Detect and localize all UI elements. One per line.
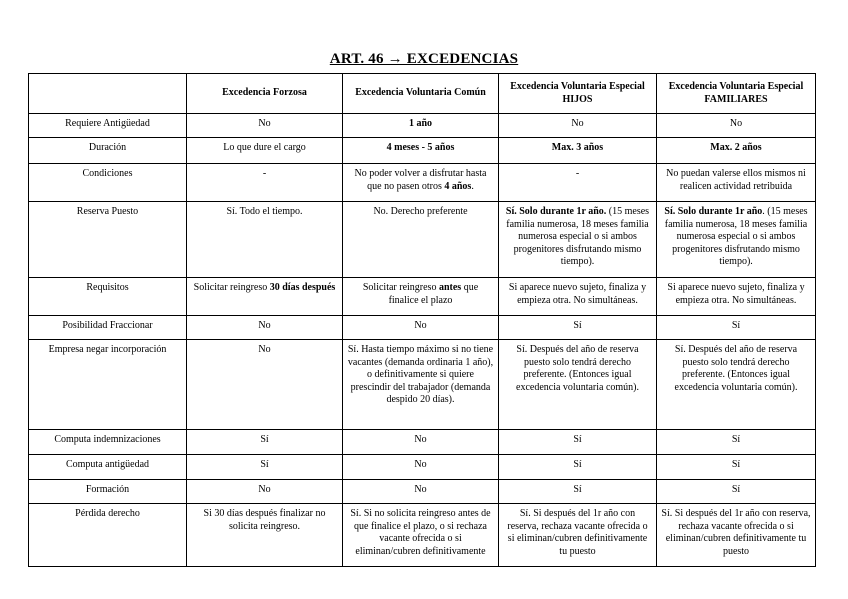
cell-text: Sí. Solo durante 1r año (664, 206, 763, 217)
cell-voluntaria-comun (343, 430, 499, 455)
cell-especial-familiares (657, 480, 816, 504)
cell-text: . (471, 180, 474, 192)
cell-text: Lo que dure el cargo (223, 142, 306, 153)
cell-text: - (262, 168, 267, 179)
cell-especial-familiares (657, 202, 816, 278)
table-row (29, 278, 816, 316)
cell-text: antes (438, 282, 462, 293)
excedencias-table (28, 73, 816, 567)
header-cell-empty (29, 74, 187, 114)
table-row (29, 504, 816, 567)
cell-text: No (258, 344, 271, 355)
cell-text: No (414, 320, 427, 331)
cell-forzosa (187, 138, 343, 164)
cell-text: Sí (573, 434, 582, 445)
cell-text: No (571, 118, 584, 129)
cell-forzosa (187, 164, 343, 202)
header-row (29, 74, 816, 114)
cell-voluntaria-comun (343, 504, 499, 567)
cell-especial-hijos (499, 340, 657, 430)
table-row (29, 455, 816, 480)
cell-text: Si aparece nuevo sujeto, finaliza y empieza otra. No simultáneas. (508, 282, 647, 306)
cell-forzosa (187, 455, 343, 480)
cell-especial-familiares (657, 138, 816, 164)
cell-text: Si aparece nuevo sujeto, finaliza y empieza otra. No simultáneas. (667, 282, 805, 306)
cell-text: Sí (731, 459, 741, 470)
cell-text: Sí (573, 320, 582, 331)
cell-text: No puedan valerse ellos mismos ni realicen actividad retribuida (666, 168, 806, 192)
cell-text: Sí. Si no solicita reingreso antes de que finalice el plazo, o si rechaza vacante ofrecida o si eliminan/cubren definitivamente (350, 508, 491, 557)
cell-text: Sí (260, 459, 269, 470)
cell-especial-familiares (657, 164, 816, 202)
header-cell-voluntaria-comun: Excedencia Voluntaria Común (343, 74, 499, 114)
cell-text: Sí. Si después del 1r año con reserva, rechaza vacante ofrecida o si eliminan/cubren definitivamente tu puesto (507, 508, 648, 557)
cell-forzosa (187, 202, 343, 278)
cell-text: 4 años (444, 180, 472, 192)
cell-text: Si 30 días después finalizar no solicita reingreso. (203, 508, 326, 532)
cell-especial-hijos (499, 480, 657, 504)
table-row (29, 114, 816, 138)
cell-forzosa (187, 316, 343, 340)
cell-text: No (729, 118, 743, 129)
cell-text: Sí (731, 434, 741, 445)
cell-text: No. Derecho preferente (373, 206, 468, 217)
cell-text: - (575, 168, 580, 179)
row-label: Reserva Puesto (29, 202, 187, 278)
cell-especial-hijos (499, 430, 657, 455)
cell-text: Sí. Hasta tiempo máximo si no tiene vacantes (demanda ordinaria 1 año), o definitivamente si quiere prescindir del trabajador (demanda despido 20 días). (347, 344, 494, 406)
cell-voluntaria-comun (343, 316, 499, 340)
cell-text: Max. 3 años (551, 142, 604, 153)
cell-text: que finalice el plazo (388, 282, 479, 306)
table-row (29, 340, 816, 430)
row-label: Empresa negar incorporación (29, 340, 187, 430)
cell-text: No (258, 320, 271, 331)
cell-text: Sí (573, 459, 582, 470)
cell-voluntaria-comun (343, 480, 499, 504)
table-row (29, 202, 816, 278)
cell-text: . (15 meses familia numerosa, 18 meses familia numerosa especial o si ambos progenitores disfrutando mismo tiempo). (664, 206, 808, 268)
table-row (29, 138, 816, 164)
row-label: Pérdida derecho (29, 504, 187, 567)
table-row (29, 316, 816, 340)
cell-forzosa (187, 480, 343, 504)
cell-text: Sí. Después del año de reserva puesto solo tendrá derecho preferente. (Entonces igual excedencia voluntaria común). (516, 344, 639, 393)
cell-especial-familiares (657, 278, 816, 316)
cell-especial-familiares (657, 340, 816, 430)
cell-text: No (258, 118, 271, 129)
cell-voluntaria-comun (343, 455, 499, 480)
cell-forzosa (187, 114, 343, 138)
row-label: Posibilidad Fraccionar (29, 316, 187, 340)
cell-text: Sí. Si después del 1r año con reserva, rechaza vacante ofrecida o si eliminan/cubren definitivamente tu puesto (661, 508, 811, 557)
table-row (29, 480, 816, 504)
cell-text: Sí (731, 320, 741, 331)
table-row (29, 164, 816, 202)
cell-text: Sí (260, 434, 269, 445)
row-label: Duración (29, 138, 187, 164)
cell-text: Max. 2 años (710, 142, 762, 153)
cell-especial-familiares (657, 430, 816, 455)
row-label: Computa antigüedad (29, 455, 187, 480)
cell-voluntaria-comun (343, 164, 499, 202)
page-title: ART. 46 → EXCEDENCIAS (329, 51, 519, 67)
cell-text: (15 meses familia numerosa, 18 meses familia numerosa especial o si ambos progenitores disfrutando mismo tiempo). (506, 206, 650, 268)
cell-especial-familiares (657, 316, 816, 340)
cell-voluntaria-comun (343, 138, 499, 164)
row-label: Computa indemnizaciones (29, 430, 187, 455)
cell-voluntaria-comun (343, 114, 499, 138)
cell-text: No (258, 484, 271, 495)
cell-text: No (414, 434, 427, 445)
cell-text: Sí (573, 484, 582, 495)
cell-especial-familiares (657, 114, 816, 138)
cell-text: No poder volver a disfrutar hasta que no pasen otros (354, 168, 487, 192)
cell-text: Sí. Solo durante 1r año. (505, 206, 607, 217)
cell-text: Solicitar reingreso (362, 282, 439, 293)
cell-text: No (414, 484, 427, 495)
cell-especial-hijos (499, 278, 657, 316)
cell-especial-hijos (499, 138, 657, 164)
cell-especial-hijos (499, 202, 657, 278)
header-cell-especial-familiares: Excedencia Voluntaria Especial FAMILIARES (657, 74, 816, 114)
header-cell-especial-hijos: Excedencia Voluntaria Especial HIJOS (499, 74, 657, 114)
cell-voluntaria-comun (343, 340, 499, 430)
cell-especial-hijos (499, 164, 657, 202)
cell-especial-familiares (657, 455, 816, 480)
cell-forzosa (187, 278, 343, 316)
table-row (29, 430, 816, 455)
cell-text: Sí. Después del año de reserva puesto solo tendrá derecho preferente. (Entonces igual excedencia voluntaria común). (674, 344, 798, 393)
cell-text: Sí. Todo el tiempo. (226, 206, 303, 217)
cell-text: Sí (731, 484, 741, 495)
cell-voluntaria-comun (343, 278, 499, 316)
cell-especial-hijos (499, 114, 657, 138)
cell-text: 1 año (408, 118, 433, 129)
cell-especial-hijos (499, 316, 657, 340)
cell-especial-familiares (657, 504, 816, 567)
cell-forzosa (187, 340, 343, 430)
row-label: Requiere Antigüedad (29, 114, 187, 138)
row-label: Requisitos (29, 278, 187, 316)
cell-especial-hijos (499, 455, 657, 480)
cell-text: 30 días después (269, 282, 336, 293)
cell-voluntaria-comun (343, 202, 499, 278)
header-cell-forzosa: Excedencia Forzosa (187, 74, 343, 114)
row-label: Formación (29, 480, 187, 504)
cell-forzosa (187, 504, 343, 567)
cell-text: 4 meses - 5 años (386, 142, 455, 153)
cell-especial-hijos (499, 504, 657, 567)
cell-text: No (414, 459, 427, 470)
row-label: Condiciones (29, 164, 187, 202)
cell-text: Solicitar reingreso (193, 282, 270, 293)
cell-forzosa (187, 430, 343, 455)
